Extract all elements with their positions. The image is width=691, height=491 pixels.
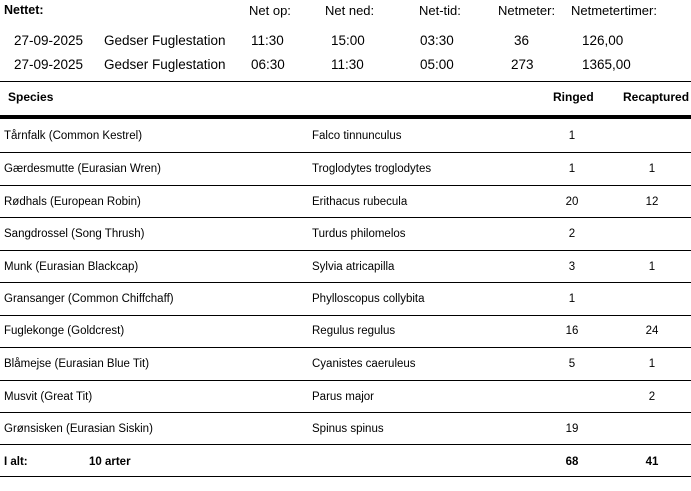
total-label: I alt: (4, 456, 28, 468)
species-latin: Regulus regulus (312, 325, 396, 337)
recaptured-count: 1 (648, 163, 656, 175)
net-row-station: Gedser Fuglestation (104, 33, 226, 48)
ringed-count: 1 (568, 293, 576, 305)
species-name: Gærdesmutte (Eurasian Wren) (4, 163, 162, 175)
table-bottom-rule (0, 476, 691, 477)
species-latin: Phylloscopus collybita (312, 293, 425, 305)
net-row-timer: 1365,00 (582, 57, 631, 72)
recaptured-count: 24 (645, 325, 659, 337)
ringed-column-header: Ringed (553, 90, 594, 104)
species-name: Munk (Eurasian Blackcap) (4, 261, 139, 273)
net-row-ned: 11:30 (331, 57, 364, 72)
table-row (0, 120, 691, 152)
table-row (0, 348, 691, 380)
ringed-count: 3 (568, 261, 576, 273)
net-row-meter: 36 (514, 33, 530, 48)
net-row-ned: 15:00 (331, 33, 365, 48)
table-row (0, 153, 691, 185)
species-name: Tårnfalk (Common Kestrel) (4, 130, 143, 142)
species-name: Musvit (Great Tit) (4, 391, 93, 403)
species-name: Sangdrossel (Song Thrush) (4, 228, 145, 240)
table-top-rule (0, 81, 691, 82)
species-name: Rødhals (European Robin) (4, 196, 141, 208)
species-latin: Sylvia atricapilla (312, 261, 395, 273)
species-column-header: Species (8, 90, 54, 104)
recaptured-count: 12 (645, 196, 659, 208)
ringed-count: 16 (565, 325, 579, 337)
species-name: Blåmejse (Eurasian Blue Tit) (4, 358, 150, 370)
recaptured-column-header: Recaptured (623, 90, 690, 104)
table-header-rule (0, 115, 691, 119)
species-latin: Erithacus rubecula (312, 196, 408, 208)
ringed-count: 19 (565, 423, 579, 435)
net-tid-header: Net-tid: (419, 3, 461, 18)
ringed-count: 2 (568, 228, 576, 240)
species-name: Fuglekonge (Goldcrest) (4, 325, 125, 337)
total-species-count: 10 arter (89, 456, 131, 468)
species-latin: Falco tinnunculus (312, 130, 402, 142)
total-ringed: 68 (565, 456, 579, 468)
ringed-count: 5 (568, 358, 576, 370)
species-latin: Parus major (312, 391, 374, 403)
species-latin: Cyanistes caeruleus (312, 358, 416, 370)
net-row-timer: 126,00 (582, 33, 624, 48)
recaptured-count: 1 (648, 261, 656, 273)
net-row-op: 11:30 (251, 33, 284, 48)
net-row-tid: 03:30 (420, 33, 454, 48)
net-op-header: Net op: (249, 3, 291, 18)
table-row (0, 251, 691, 283)
netmeter-header: Netmeter: (498, 3, 556, 18)
row-divider (0, 444, 691, 445)
netmetertimer-header: Netmetertimer: (571, 3, 657, 18)
ringed-count: 20 (565, 196, 579, 208)
table-row (0, 413, 691, 445)
table-row (0, 186, 691, 218)
ringed-count: 1 (568, 163, 576, 175)
net-row-date: 27-09-2025 (14, 33, 84, 48)
species-name: Grønsisken (Eurasian Siskin) (4, 423, 153, 435)
table-row (0, 283, 691, 315)
net-row-op: 06:30 (251, 57, 285, 72)
net-row-station: Gedser Fuglestation (104, 57, 226, 72)
table-row (0, 381, 691, 413)
recaptured-count: 1 (648, 358, 656, 370)
total-row (0, 446, 691, 478)
ringed-count: 1 (568, 130, 576, 142)
table-row (0, 218, 691, 250)
total-recaptured: 41 (645, 456, 659, 468)
net-row-date: 27-09-2025 (14, 57, 84, 72)
species-latin: Turdus philomelos (312, 228, 406, 240)
recaptured-count: 2 (648, 391, 656, 403)
net-row-meter: 273 (511, 57, 534, 72)
table-row (0, 315, 691, 347)
species-latin: Troglodytes troglodytes (312, 163, 432, 175)
species-latin: Spinus spinus (312, 423, 384, 435)
species-name: Gransanger (Common Chiffchaff) (4, 293, 174, 305)
net-title: Nettet: (4, 3, 44, 17)
net-ned-header: Net ned: (325, 3, 375, 18)
net-row-tid: 05:00 (420, 57, 454, 72)
